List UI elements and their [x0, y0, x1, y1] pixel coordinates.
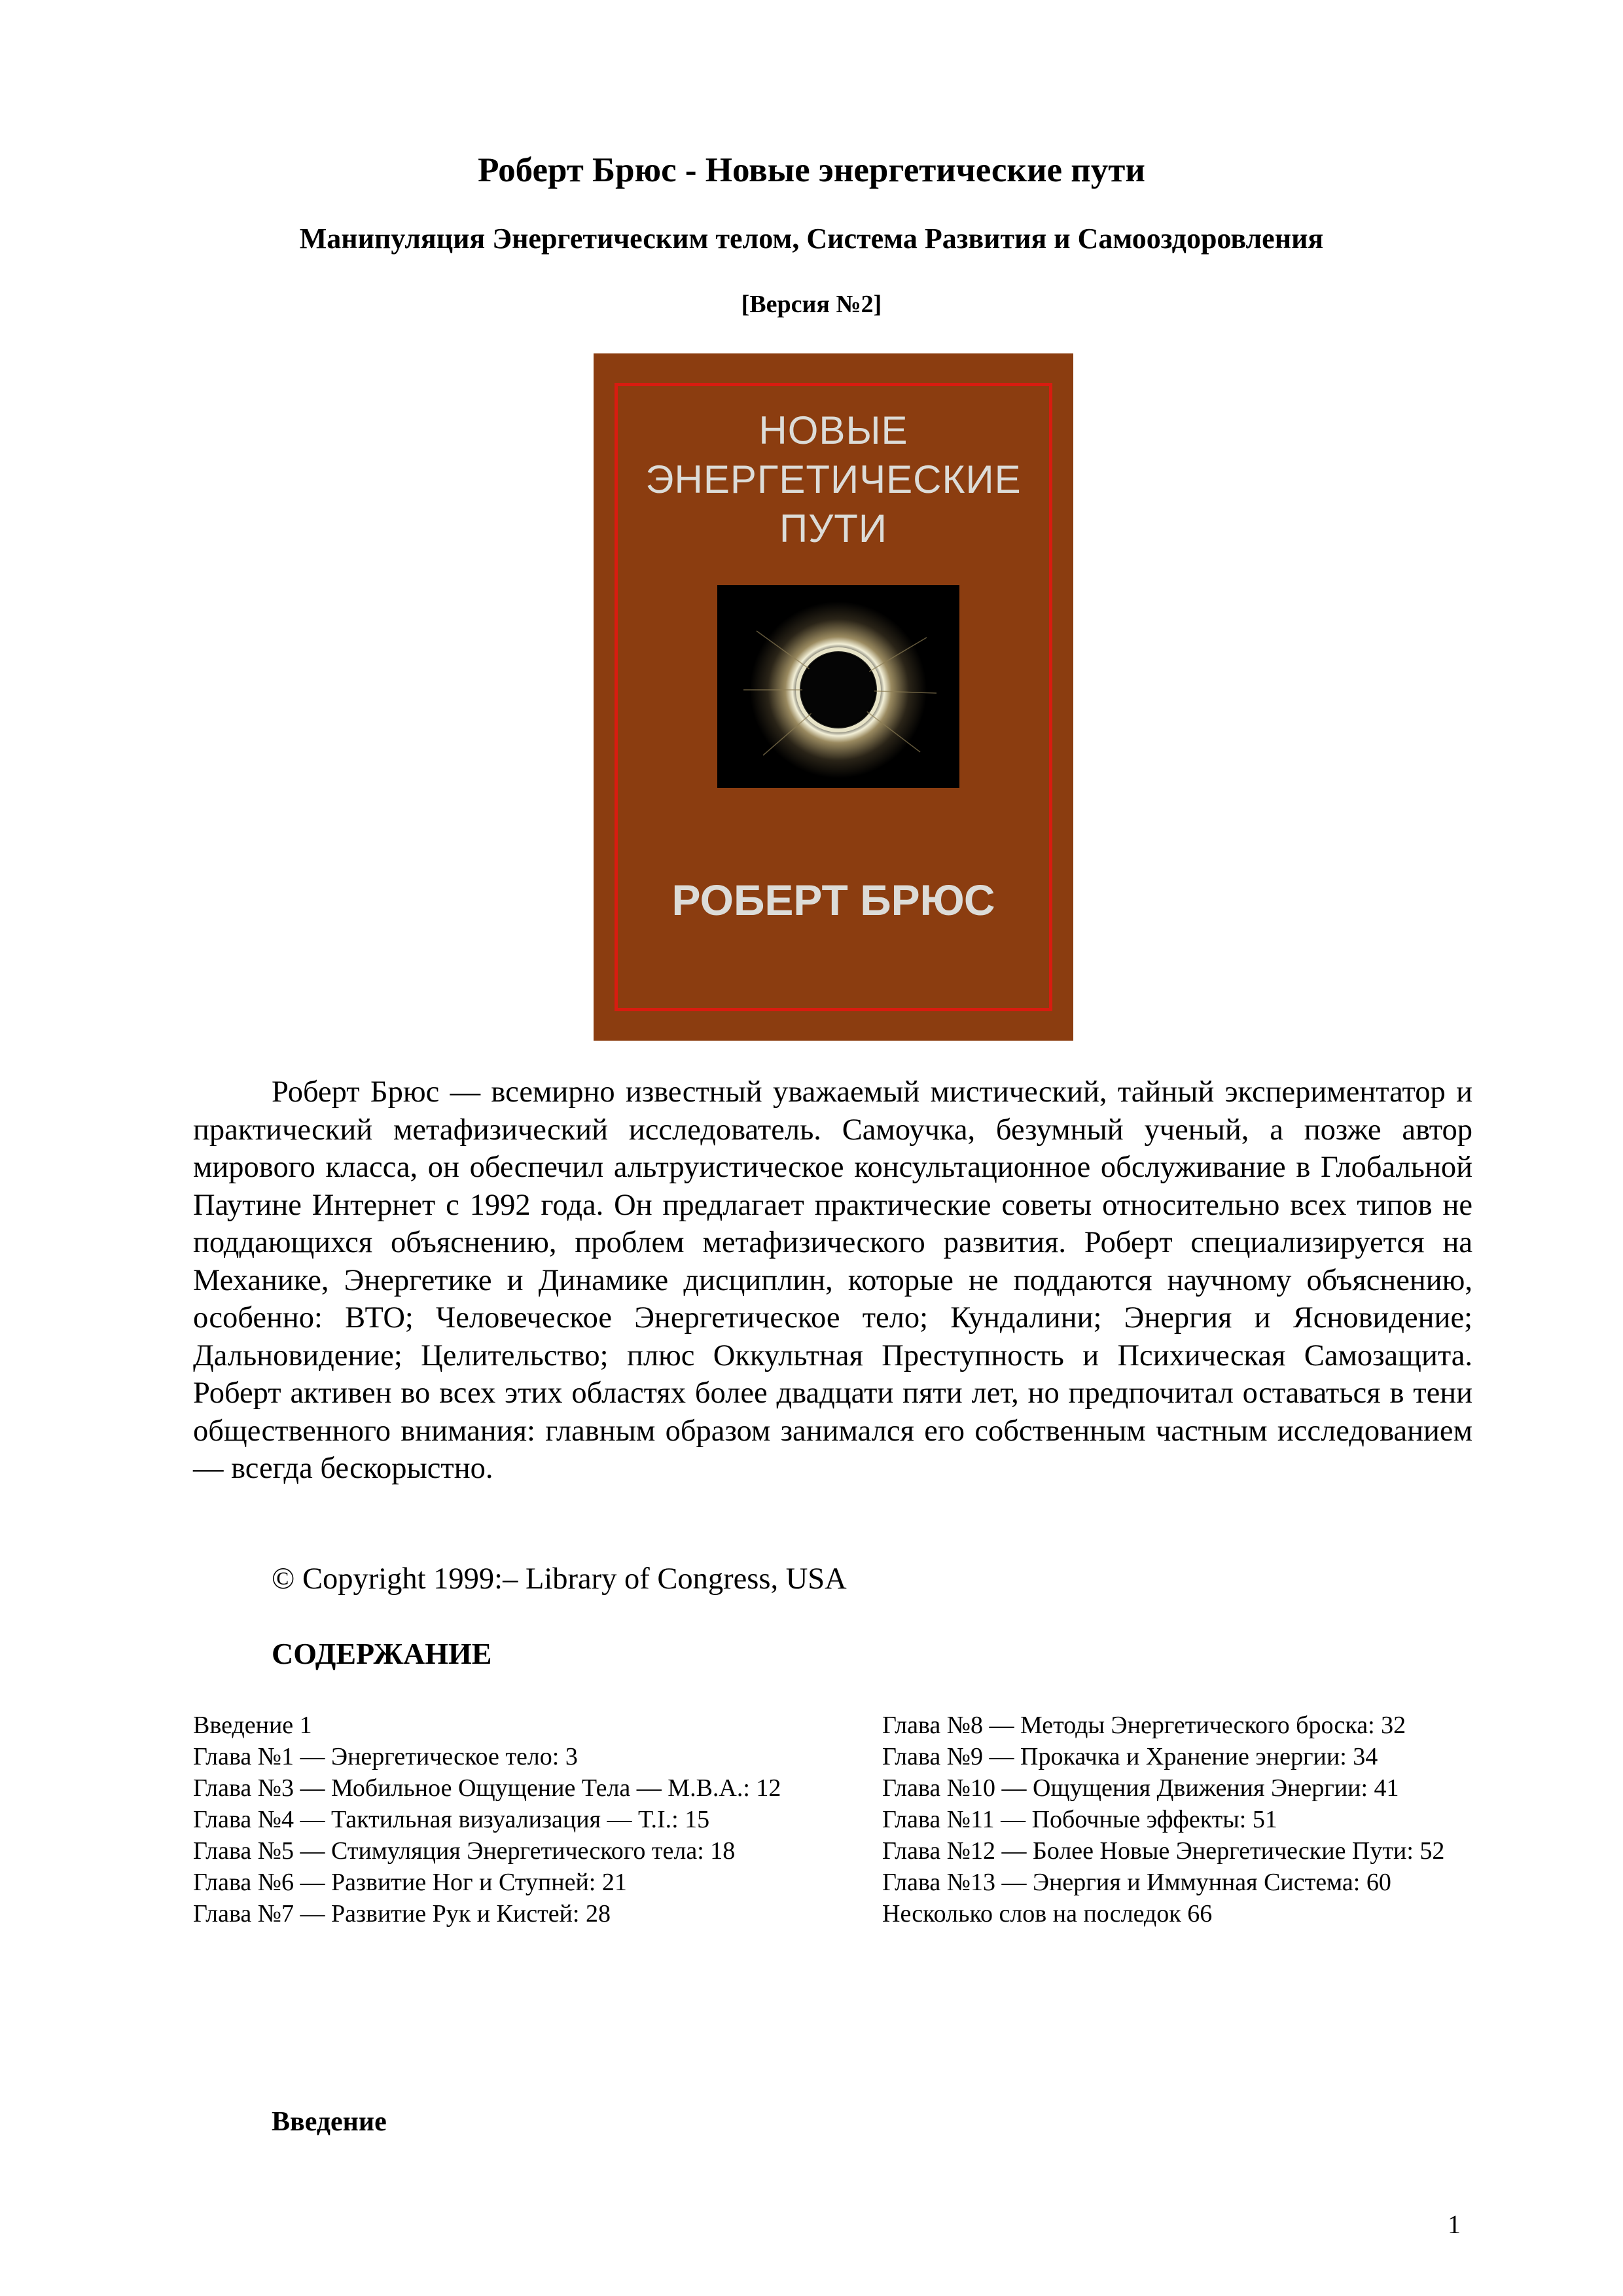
document-subtitle: Манипуляция Энергетическим телом, Система Развития и Самооздоровления	[299, 223, 1324, 255]
cover-eclipse-image	[717, 585, 959, 788]
cover-author: РОБЕРТ БРЮС	[671, 876, 995, 924]
toc-item[interactable]: Глава №7 — Развитие Рук и Кистей: 28	[193, 1900, 611, 1928]
toc-item[interactable]: Глава №9 — Прокачка и Хранение энергии: 34	[882, 1743, 1378, 1770]
contents-heading: СОДЕРЖАНИЕ	[272, 1637, 492, 1670]
cover-title-line: ПУТИ	[779, 507, 887, 550]
document-title: Роберт Брюс - Новые энергетические пути	[478, 151, 1145, 189]
toc-item[interactable]: Глава №13 — Энергия и Иммунная Система: 60	[882, 1869, 1391, 1896]
cover-title	[594, 406, 1073, 553]
toc-item[interactable]: Глава №11 — Побочные эффекты: 51	[882, 1806, 1277, 1833]
eclipse-icon	[717, 585, 959, 788]
toc-left-column	[193, 1710, 785, 1929]
toc-item[interactable]: Глава №5 — Стимуляция Энергетического тела: 18	[193, 1837, 736, 1865]
toc-item[interactable]: Введение 1	[193, 1712, 312, 1739]
introduction-heading: Введение	[272, 2107, 387, 2137]
author-bio-paragraph: Роберт Брюс — всемирно известный уважаемый мистический, тайный экспериментатор и практический метафизический исследователь. Самоучка, безумный ученый, а позже автор мирового класса, он обеспечил альтруистическое консультационное обслуживание в Глобальной Паутине Интернет с 1992 года. Он предлагает практические советы относительно всех типов не поддающихся объяснению, проблем метафизического развития. Роберт специализируется на Механике, Энергетике и Динамике дисциплин, которые не поддаются научному объяснению, особенно: ВТО; Человеческое Энергетическое тело; Кундалини; Энергия и Ясновидение; Дальновидение; Целительство; плюс Оккультная Преступность и Психическая Самозащита. Роберт активен во всех этих областях более двадцати пяти лет, но предпочитал оставаться в тени общественного внимания: главным образом занимался его собственным частным исследованием — всегда бескорыстно.	[193, 1075, 1472, 1485]
toc-item[interactable]: Глава №3 — Мобильное Ощущение Тела — М.В.А.: 12	[193, 1774, 781, 1802]
toc-item[interactable]: Глава №1 — Энергетическое тело: 3	[193, 1743, 578, 1770]
copyright-notice: © Copyright 1999:– Library of Congress, USA	[272, 1562, 847, 1596]
toc-item[interactable]: Глава №8 — Методы Энергетического броска: 32	[882, 1712, 1406, 1739]
toc-item[interactable]: Глава №6 — Развитие Ног и Ступней: 21	[193, 1869, 627, 1896]
toc-item[interactable]: Глава №4 — Тактильная визуализация — Т.І.: 15	[193, 1806, 710, 1833]
page-number: 1	[1448, 2210, 1461, 2239]
book-cover	[594, 353, 1073, 1041]
toc-right-column	[882, 1710, 1474, 1929]
version-label: [Версия №2]	[741, 291, 882, 318]
toc-item[interactable]: Несколько слов на последок 66	[882, 1900, 1213, 1928]
cover-title-line: НОВЫЕ	[758, 408, 908, 452]
cover-title-line: ЭНЕРГЕТИЧЕСКИЕ	[645, 457, 1022, 501]
toc-item[interactable]: Глава №10 — Ощущения Движения Энергии: 41	[882, 1774, 1399, 1802]
toc-item[interactable]: Глава №12 — Более Новые Энергетические Пути: 52	[882, 1837, 1445, 1865]
